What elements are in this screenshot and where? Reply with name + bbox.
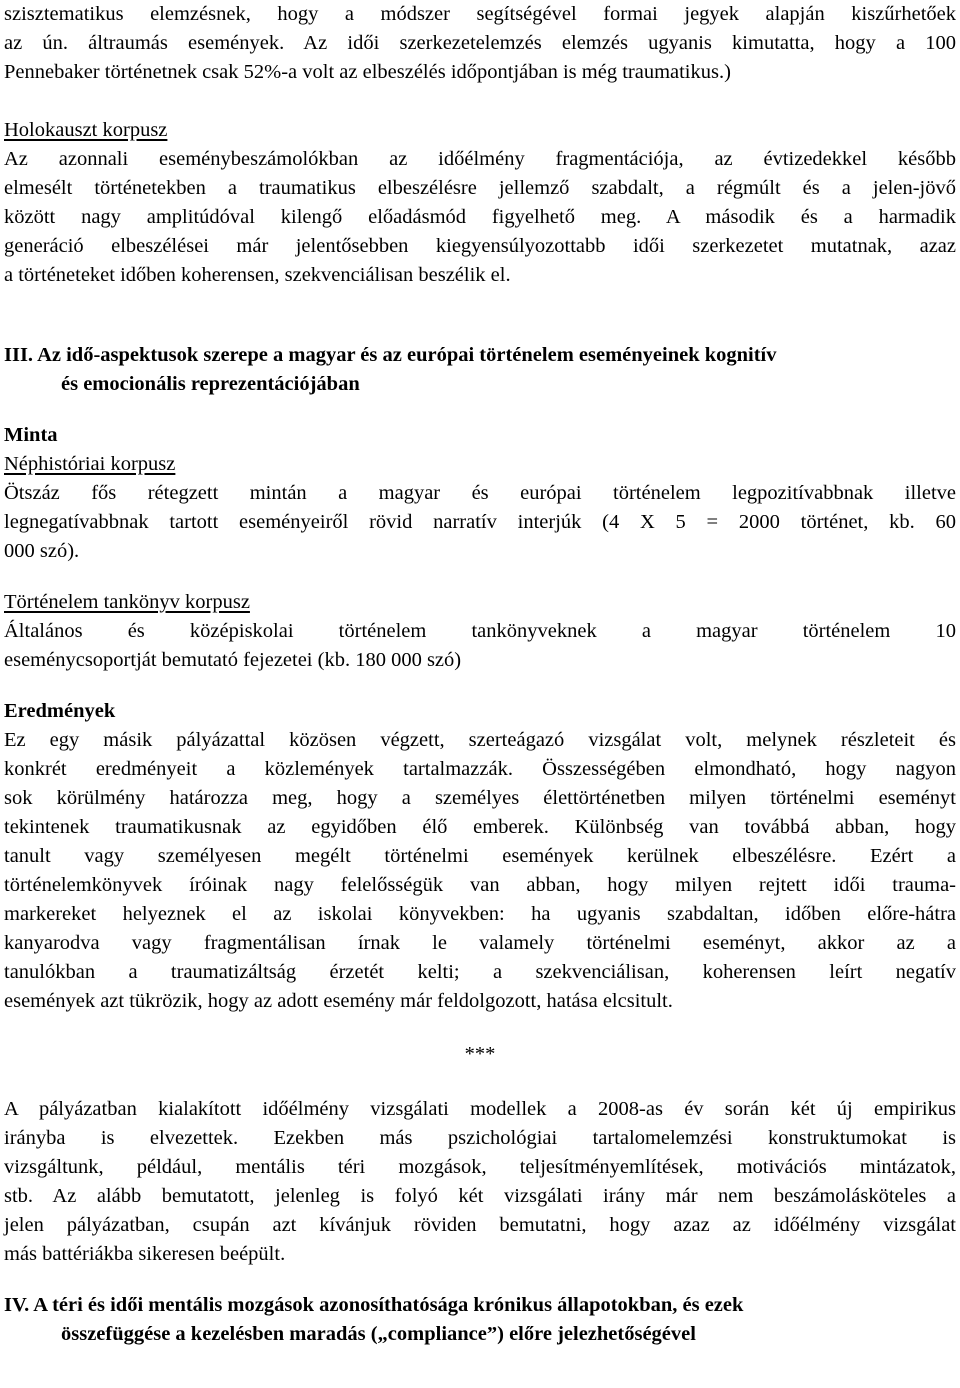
section-separator: ***: [464, 1043, 496, 1065]
holokauszt-paragraph: [4, 145, 956, 290]
text-line: kanyarodva vagy fragmentálisan írnak le valamely történelmi eseményt, akkor az a: [4, 932, 956, 954]
text-line: vizsgáltunk, például, mentális téri mozgások, teljesítményemlítések, motivációs mintázatok,: [4, 1156, 956, 1178]
section-title-line: összefüggése a kezelésben maradás („compliance”) előre jelezhetőségével: [61, 1323, 696, 1345]
text-line: szisztematikus elemzésnek, hogy a módszer segítségével formai jegyek alapján kiszűrhetőek: [4, 3, 956, 25]
text-line: elmesélt történetekben a traumatikus elbeszélésre jellemző szabdalt, a régmúlt és a jelen-jövő: [4, 177, 956, 199]
document-page: [4, 0, 956, 1349]
section-number: IV.: [4, 1294, 30, 1316]
spacer: [4, 675, 956, 697]
spacer: [4, 1016, 956, 1040]
spacer: [4, 566, 956, 588]
text-line: Az azonnali eseménybeszámolókban az időélmény fragmentációja, az évtizedekkel később: [4, 148, 956, 170]
text-line: markereket helyeznek el az iskolai könyvekben: ha ugyanis szabdaltan, időben előre-hátra: [4, 903, 956, 925]
text-line: Pennebaker történetnek csak 52%-a volt az elbeszélés időpontjában is még traumatikus.): [4, 61, 731, 83]
section-iv-heading: [4, 1291, 956, 1320]
spacer: [4, 87, 956, 116]
text-line: konkrét eredményeit a közlemények tartalmazzák. Összességében elmondható, hogy nagyon: [4, 758, 956, 780]
text-line: történelemkönyvek íróinak nagy felelősségük van abban, hogy milyen rejtett idői trauma-: [4, 874, 956, 896]
section-iii-heading: [4, 341, 956, 370]
text-line: sok körülmény határozza meg, hogy a személyes élettörténetben milyen történelmi eseményt: [4, 787, 956, 809]
minta-heading: Minta: [4, 424, 58, 446]
text-line: stb. Az alább bemutatott, jelenleg is folyó két vizsgálati irány már nem beszámolásköteles a: [4, 1185, 956, 1207]
spacer: [4, 319, 956, 341]
text-line: eseménycsoportját bemutató fejezetei (kb. 180 000 szó): [4, 649, 462, 671]
spacer: [4, 290, 956, 319]
holokauszt-heading: Holokauszt korpusz: [4, 119, 168, 141]
text-line: jelen pályázatban, csupán azt kívánjuk röviden bemutatni, hogy azaz az időélmény vizsgálat: [4, 1214, 956, 1236]
text-line: Ez egy másik pályázattal közösen végzett, szerteágazó vizsgálat volt, melynek részleteit és: [4, 729, 956, 751]
section-title-line: és emocionális reprezentációjában: [61, 373, 360, 395]
tankonyv-heading: Történelem tankönyv korpusz: [4, 591, 250, 613]
spacer: [4, 399, 956, 421]
text-line: tanult vagy személyesen megélt történelmi események kerülnek elbeszélésre. Ezért a: [4, 845, 956, 867]
text-line: között nagy amplitúdóval kilengő előadásmód figyelhető meg. A második és a harmadik: [4, 206, 956, 228]
text-line: legnegatívabbnak tartott eseményeiről rövid narratív interjúk (4 X 5 = 2000 történet, kb. 60: [4, 511, 956, 533]
intro-paragraph: [4, 0, 956, 87]
text-line: A pályázatban kialakított időélmény vizsgálati modellek a 2008-as év során két új empirikus: [4, 1098, 956, 1120]
text-line: az ún. áltraumás események. Az idői szerkezetelemzés elemzés ugyanis kimutatta, hogy a 100: [4, 32, 956, 54]
text-line: események azt tükrözik, hogy az adott esemény már feldolgozott, hatása elcsitult.: [4, 990, 673, 1012]
text-line: generáció elbeszélései már jelentősebben kiegyensúlyozottabb idői szerkezetet mutatnak, azaz: [4, 235, 956, 257]
eredmenyek-paragraph: [4, 726, 956, 1016]
spacer: [4, 1269, 956, 1291]
text-line: Általános és középiskolai történelem tankönyveknek a magyar történelem 10: [4, 620, 956, 642]
text-line: más battériákba sikeresen beépült.: [4, 1243, 286, 1265]
text-line: Ötszáz fős rétegzett mintán a magyar és európai történelem legpozitívabbnak illetve: [4, 482, 956, 504]
text-line: tekintenek traumatikusnak az egyidőben élő emberek. Különbség van továbbá abban, hogy: [4, 816, 956, 838]
section-number: III.: [4, 344, 34, 366]
text-line: 000 szó).: [4, 540, 80, 562]
nephistoria-heading: Néphistóriai korpusz: [4, 453, 176, 475]
text-line: tanulókban a traumatizáltság érzetét kelti; a szekvenciálisan, koherensen leírt negatív: [4, 961, 956, 983]
spacer: [4, 1069, 956, 1095]
text-line: irányba is elvezettek. Ezekben más pszichológiai tartalomelemzési konstruktumokat is: [4, 1127, 956, 1149]
eredmenyek-heading: Eredmények: [4, 700, 116, 722]
text-line: a történeteket időben koherensen, szekvenciálisan beszélik el.: [4, 264, 511, 286]
nephistoria-paragraph: [4, 479, 956, 566]
section-title-line: A téri és idői mentális mozgások azonosíthatósága krónikus állapotokban, és ezek: [33, 1294, 744, 1316]
palyazat-paragraph: [4, 1095, 956, 1269]
tankonyv-paragraph: [4, 617, 956, 675]
section-title-line: Az idő-aspektusok szerepe a magyar és az európai történelem eseményeinek kognitív: [37, 344, 777, 366]
